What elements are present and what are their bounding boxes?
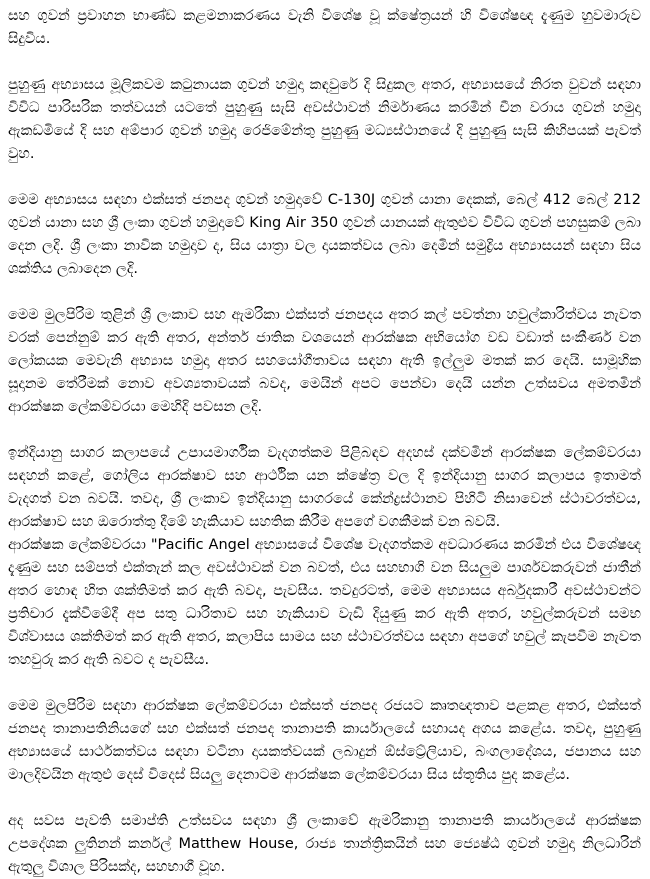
paragraph-3: මෙම අභ්‍යාසය සඳහා එක්සත් ජනපද ගුවන් හමුදාවේ C-130J ගුවන් යානා දෙකක්, බෙල් 412 බෙල් 212 ගුවන් යානා සහ ශ්‍රී ලංකා ගුවන් හමුදාවේ King Air 350 ගුවන් යානයක් ඇතුළුව විවිධ ගුවන් පහසුකම් ලබා දෙන ලදි. ශ්‍රී ලංකා නාවික හමුදාව ද, සිය යාත්‍රා වල දායකත්වය ලබා දෙමින් සමුද්‍රිය අභ්‍යාසයන් සඳහා සිය ශක්තිය ලබාදෙන ලදි. [8,192,641,277]
paragraph-5: ඉන්දියානු සාගර කලාපයේ උපායමාර්ගික වැදගත්කම පිළිබඳව අදහස් දක්වමින් ආරක්ෂක ලේකම්වරයා සඳහන් කළේ, ගෝලිය ආරක්ෂාව සහ ආර්ථික යන ක්ෂේත්‍ර වල දි ඉන්දියානු සාගර කලාපය ඉතාමත් වැදගත් වන බවයි. තවද, ශ්‍රී ලංකාව ඉන්දියානු සාගරයේ කේන්ද්‍රස්ථානව පිහිටි නිසාවෙන් ස්ථාවරත්වය, ආරක්ෂාව සහ ඔරොත්තු දීමේ හැකියාව සහතික කිරීම අපගේ වගකීමක් වන බවයි. [8,445,641,530]
paragraph-1: සහ ගුවන් ප්‍රවාහන භාණ්ඩ කළමනාකරණය වැනි විශේෂ වූ ක්ෂේත්‍රයන් හි විශේෂඥ දැණුම හුවමාරුව සිදුවිය. [8,8,641,47]
paragraph-6: ආරක්ෂක ලේකම්වරයා "Pacific Angel අභ්‍යාසයේ විශේෂ වැදගත්කම අවධාරණය කරමින් එය විශේෂඥ දැණුම සහ සම්පත් එක්තැන් කල අවස්ථාවක් වන බවත්, එය සහභාගි වන සියලුම පාර්ශවකරුවන් ජාතීන් අතර හොඳ හිත ශක්තිමත් කර ඇති බවද, පැවසීය. තවදුරටත්, මෙම අභ්‍යාසය අර්බුදකාරී අවස්ථාවන්ට ප්‍රතිචාර දැක්වීමේදී අප සතු ධාරිතාව සහ හැකියාව වැඩි දියුණු කර ඇති අතර, හවුල්කරුවන් සමභ විශ්වාසය ශක්තිමත් කර ඇති අතර, කලාපිය සාමය සහ ස්ථාවරත්වය සඳහා අපගේ හවුල් කැපවීම නැවත තහවුරු කර ඇති බවට ද පැවසීය. [8,537,642,668]
paragraph-2: පුහුණු අභ්‍යාසය මූලිකවම කටුනායක ගුවන් හමුදා කඳවුරේ දි සිදුකල අතර, අභ්‍යාසයේ නිරත වුවන් සඳහා විවිධ පාරිසරික තත්වයන් යටතේ පුහුණු සැසි අවස්ථාවන් නිර්මාණය කරමින් චීන වරාය ගුවන් හමුදා ඇකඩමියේ දි සහ අම්පාර ගුවන් හමුදා රෙජිමේන්තු පුහුණු මධ්‍යස්ථානයේ දි පුහුණු සැසි කිහිපයක් පැවත් වුහ. [8,77,641,162]
paragraph-7: මෙම මුලපිරිම සඳහා ආරක්ෂක ලේකම්වරයා එක්සත් ජනපද රජයට කෘතඥතාව පළකළ අතර, එක්සත් ජනපද තානාපතිනියගේ සහ එක්සත් ජනපද තානාපති කාර්යාලයේ සහායද අගය කළේය. තවද, පුහුණු අභ්‍යාසයේ සාර්ථකත්වය සඳහා වටිනා දායකත්වයක් ලබාදුන් ඕස්ට්‍රේලියාව, බංගලාදේශය, ජපානය සහ මාලදිවයින ඇතුළු දෙස් විදෙස් සියලු දෙනාටම ආරක්ෂක ලේකම්වරයා සිය ස්තූතිය පුද කළේය. [8,698,641,783]
paragraph-4: මෙම මුලපිරිම තුළින් ශ්‍රී ලංකාව සහ ඇමරිකා එක්සත් ජනපදය අතර කල් පවත්නා හවුල්කාරිත්වය නැවත වරක් පෙන්නුම් කර ඇති අතර, අන්තර් ජාතික වශයෙන් ආරක්ෂක අභියෝග වඩ වඩාත් සංකීර්ණ වන ලෝකයක මෙවැනි අභ්‍යාස හමුදා අතර සහයෝගීතාවය සඳහා ඇති ඉල්ලුම මතක් කර දෙයි. සාමූහික සූදානම තේරීමක් නොව අවශ්‍යතාවයක් බවද, මෙයින් අපට පෙන්වා දෙයි යන්න උත්සවය අමතමින් ආරක්ෂක ලේකම්වරයා මෙහිදි පවසන ලදි. [8,307,641,415]
paragraph-8: අද සවස පැවති සමාප්ති උත්සවය සඳහා ශ්‍රී ලංකාවේ ඇමරිකානු තානාපති කාර්යාලයේ ආරක්ෂක උපදේශක ලුතිනන් කර්නල් Matthew House, රාජ්‍ය තාන්ත්‍රිකයින් සහ ජ්‍යෙෂ්ඨ ගුවන් හමුදා නිලධාරින් ඇතුලු විශාල පිරිසක්ද, සහභාගී වූහ. [8,813,641,875]
